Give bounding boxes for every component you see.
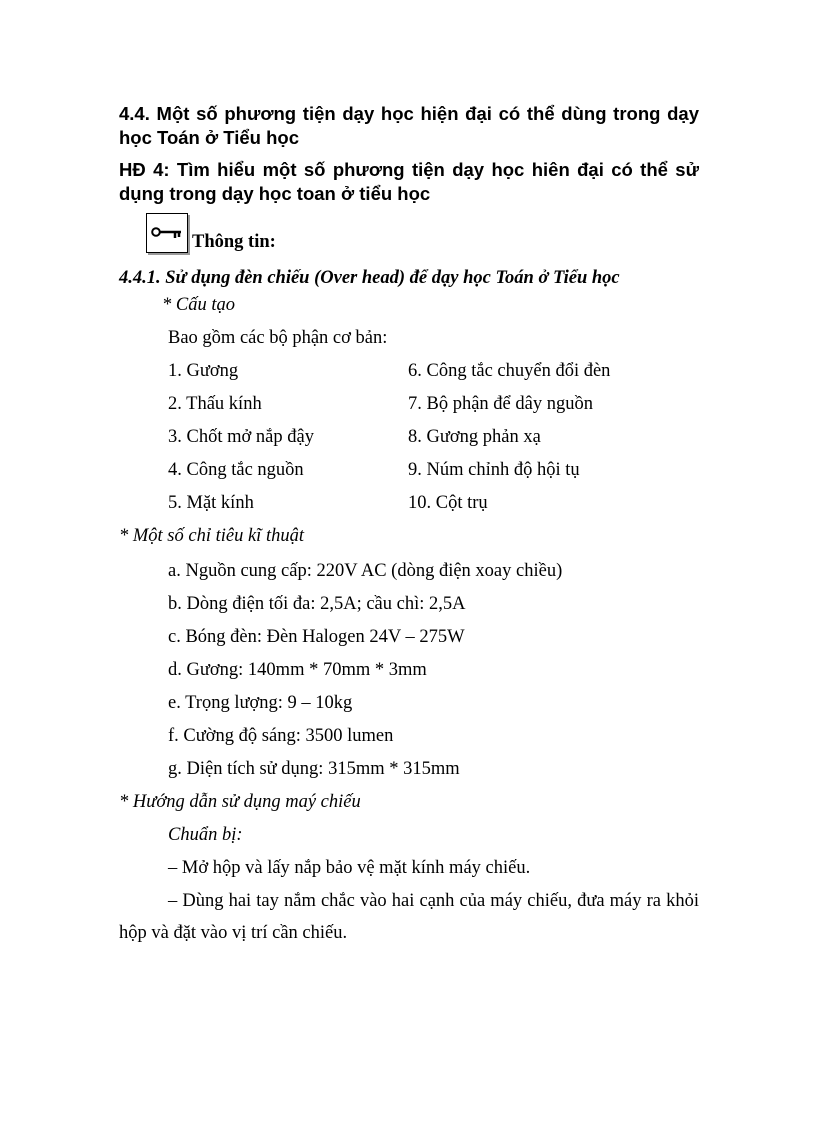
info-label: Thông tin: [192, 232, 276, 252]
key-icon [146, 213, 188, 253]
structure-label: * Cấu tạo [162, 295, 235, 315]
part-item: 8. Gương phản xạ [408, 427, 541, 447]
spec-item: e. Trọng lượng: 9 – 10kg [168, 693, 353, 713]
subsection-title: 4.4.1. Sử dụng đèn chiếu (Over head) để dạy học Toán ở Tiểu học [119, 268, 620, 288]
spec-item: c. Bóng đèn: Đèn Halogen 24V – 275W [168, 627, 465, 647]
spec-item: f. Cường độ sáng: 3500 lumen [168, 726, 394, 746]
prep-label: Chuẩn bị: [168, 825, 243, 845]
spec-item: b. Dòng điện tối đa: 2,5A; cầu chì: 2,5A [168, 594, 466, 614]
part-item: 7. Bộ phận để dây nguồn [408, 394, 593, 414]
part-item: 10. Cột trụ [408, 493, 488, 513]
part-item: 5. Mặt kính [168, 493, 254, 513]
part-item: 4. Công tắc nguồn [168, 460, 304, 480]
spec-item: a. Nguồn cung cấp: 220V AC (dòng điện xoay chiều) [168, 561, 563, 581]
spec-item: g. Diện tích sử dụng: 315mm * 315mm [168, 759, 460, 779]
spec-item: d. Gương: 140mm * 70mm * 3mm [168, 660, 427, 680]
part-item: 6. Công tắc chuyển đổi đèn [408, 361, 611, 381]
parts-intro: Bao gồm các bộ phận cơ bản: [168, 328, 388, 348]
part-item: 2. Thấu kính [168, 394, 262, 414]
part-item: 1. Gương [168, 361, 239, 381]
specs-label: * Một số chỉ tiêu kĩ thuật [119, 526, 304, 546]
prep-step: – Dùng hai tay nắm chắc vào hai cạnh của máy chiếu, đưa máy ra khỏi hộp và đặt vào vị trí cần chiếu. [119, 891, 699, 943]
usage-label: * Hướng dẫn sử dụng maý chiếu [119, 792, 361, 812]
activity-heading: HĐ 4: Tìm hiểu một số phương tiện dạy học hiên đại có thể sử dụng trong dạy học toan ở tiểu học [119, 159, 699, 204]
section-heading: 4.4. Một số phương tiện dạy học hiện đại có thể dùng trong dạy học Toán ở Tiểu học [119, 103, 699, 148]
part-item: 9. Núm chỉnh độ hội tụ [408, 460, 580, 480]
prep-step: – Mở hộp và lấy nắp bảo vệ mặt kính máy chiếu. [168, 858, 531, 878]
part-item: 3. Chốt mở nắp đậy [168, 427, 314, 447]
